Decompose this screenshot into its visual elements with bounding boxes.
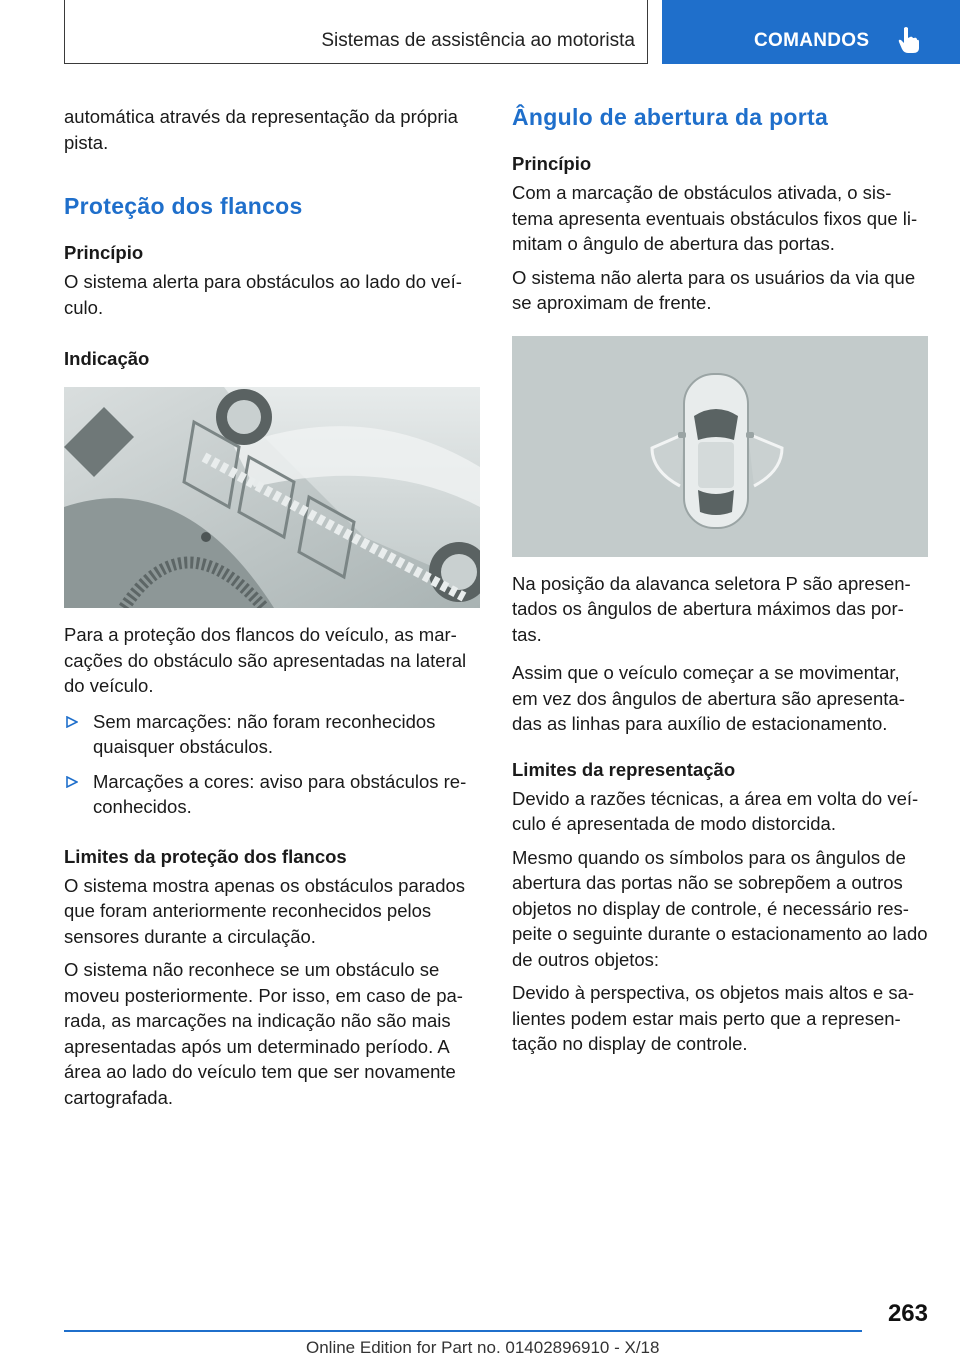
pointing-hand-icon — [898, 26, 920, 59]
section-title: Sistemas de assistência ao motorista — [321, 30, 635, 51]
flank-protection-illustration — [64, 387, 480, 608]
left-column — [64, 100, 480, 1110]
triangle-bullet-icon — [66, 775, 78, 793]
image-caption: Na posição da alavanca seletora P são apresen-tados os ângulos de abertura máximos das por-tas. — [512, 572, 911, 645]
bullet-text: Sem marcações: não foram reconhecidos quaisquer obstáculos. — [93, 710, 436, 757]
bullet-item — [64, 709, 480, 760]
principle-text: O sistema não alerta para os usuários da via que se aproximam de frente. — [512, 266, 916, 313]
image-caption: Assim que o veículo começar a se movimentar, em vez dos ângulos de abertura são apresenta-das as linhas para auxílio de estacionamento. — [512, 662, 905, 734]
limits-title: Limites da proteção dos flancos — [64, 845, 347, 867]
intro-text: automática através da representação da própria pista. — [64, 106, 458, 153]
principle-text: Com a marcação de obstáculos ativada, o sis-tema apresenta eventuais obstáculos fixos que li-mitam o ângulo de abertura das portas. — [512, 182, 918, 254]
right-column — [512, 100, 928, 1057]
page-number: 263 — [887, 1300, 928, 1327]
limits-title: Limites da representação — [512, 758, 736, 780]
limits-text: Mesmo quando os símbolos para os ângulos de abertura das portas não se sobrepõem a outros objetos no display de controle, é necessário res-peite o seguinte durante o estacionamento ao lado de outros objetos: — [512, 846, 928, 970]
section-heading-door-angle: Ângulo de abertura da porta — [512, 104, 829, 130]
triangle-bullet-icon — [66, 715, 78, 733]
principle-text: O sistema alerta para obstáculos ao lado do veí-culo. — [64, 271, 462, 318]
chapter-tab[interactable] — [662, 0, 960, 64]
edition-text: Online Edition for Part no. 01402896910 - X/18 — [306, 1338, 660, 1357]
chapter-tab-label: COMANDOS — [754, 30, 870, 51]
footer-divider — [64, 1330, 862, 1332]
limits-text: O sistema mostra apenas os obstáculos parados que foram anteriormente reconhecidos pelos sensores durante a circulação. — [64, 874, 466, 947]
door-angle-illustration — [512, 336, 928, 557]
limits-text: Devido a razões técnicas, a área em volta do veí-culo é apresentada de modo distorcida. — [512, 787, 919, 834]
limits-text: Devido à perspectiva, os objetos mais altos e sa-lientes podem estar mais perto que a represen-tação no display de controle. — [512, 982, 915, 1054]
bullet-text: Marcações a cores: aviso para obstáculos re-conhecidos. — [93, 770, 467, 817]
principle-title: Princípio — [64, 242, 144, 263]
indication-title: Indicação — [64, 348, 150, 369]
header-box — [64, 0, 648, 64]
image-caption: Para a proteção dos flancos do veículo, as mar-cações do obstáculo são apresentadas na lateral do veículo. — [64, 624, 467, 696]
bullet-item — [64, 769, 480, 820]
section-heading-flank-protection: Proteção dos flancos — [64, 193, 303, 219]
limits-text: O sistema não reconhece se um obstáculo se moveu posteriormente. Por isso, em caso de pa-rada, as marcações na indicação não são mais apresentadas após um determinado período. A área ao lado do veículo tem que ser novamente cartografada. — [64, 959, 463, 1108]
principle-title: Princípio — [512, 153, 592, 174]
